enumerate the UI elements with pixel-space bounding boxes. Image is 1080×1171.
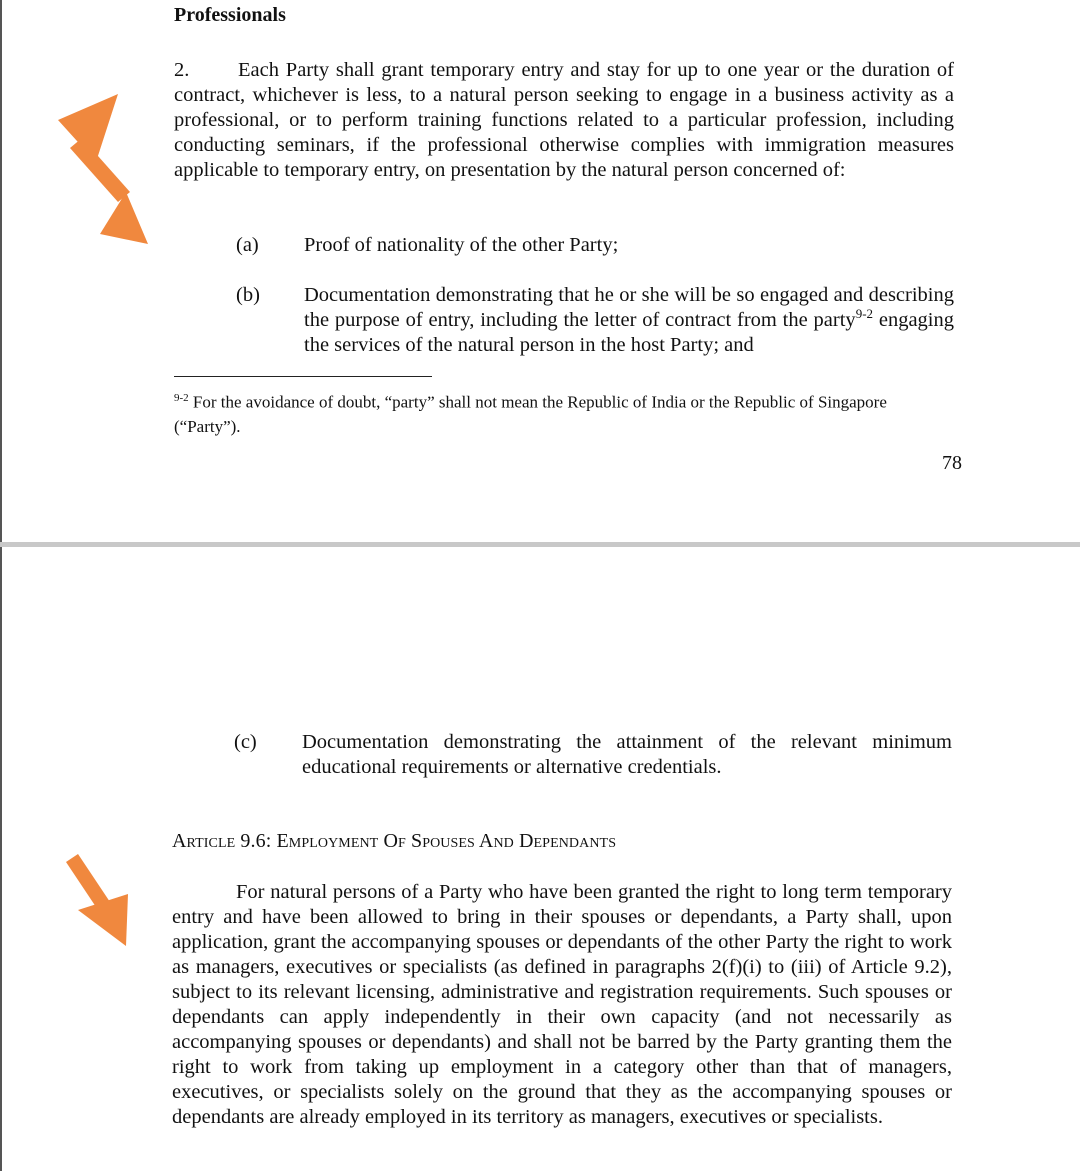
footnote-text: For the avoidance of doubt, “party” shall not mean the Republic of India or the Republic of Singapore (“Party”).	[174, 392, 887, 436]
list-item-a	[236, 233, 954, 258]
list-item-c	[234, 730, 952, 780]
list-item-label: (c)	[234, 731, 257, 753]
list-item-label: (b)	[236, 284, 260, 306]
list-item-label: (a)	[236, 234, 259, 256]
article-paragraph: For natural persons of a Party who have been granted the right to long term temporary entry and have been allowed to bring in their spouses or dependants, a Party shall, upon application, grant the accompanying spouses or dependants of the other Party the right to work as managers, executives or specialists (as defined in paragraphs 2(f)(i) to (iii) of Article 9.2), subject to its relevant licensing, administrative and registration requirements. Such spouses or dependants can apply independently in their own capacity (and not necessarily as accompanying spouses or dependants) and shall not be barred by the Party granting them the right to work from taking up employment in a category other than that of managers, executives, or specialists solely on the ground that they as the accompanying spouses or dependants are already employed in its territory as managers, executives or specialists.	[172, 881, 952, 1128]
paragraph-number: 2.	[174, 59, 190, 81]
paragraph-text: Each Party shall grant temporary entry and stay for up to one year or the duration of contract, whichever is less, to a natural person seeking to engage in a business activity as a professional, or to perform training functions related to a particular profession, including conducting seminars, if the professional otherwise complies with immigration measures applicable to temporary entry, on presentation by the natural person concerned of:	[174, 59, 954, 181]
section-heading: Professionals	[174, 4, 286, 26]
arrow-down-right-icon	[62, 852, 134, 948]
document-page-78	[0, 0, 1080, 542]
list-item-text: Documentation demonstrating the attainment of the relevant minimum educational requirements or alternative credentials.	[302, 731, 952, 778]
footnote-marker: 9-2	[174, 392, 189, 404]
list-item-text: Proof of nationality of the other Party;	[304, 234, 619, 256]
paragraph-2	[174, 58, 954, 183]
footnote-reference: 9-2	[855, 306, 874, 322]
page-number: 78	[942, 452, 962, 474]
list-item-b	[236, 283, 954, 358]
footnote	[174, 386, 954, 439]
article-heading: Article 9.6: Employment Of Spouses And Dependants	[172, 830, 617, 852]
list-item-text: Documentation demonstrating that he or she will be so engaged and describing the purpose of entry, including the letter of contract from the party$^{9-2}$ engaging the services of the natural person in the host Party; and	[304, 284, 954, 356]
footnote-divider	[174, 376, 432, 377]
double-headed-arrow-icon	[38, 84, 156, 250]
